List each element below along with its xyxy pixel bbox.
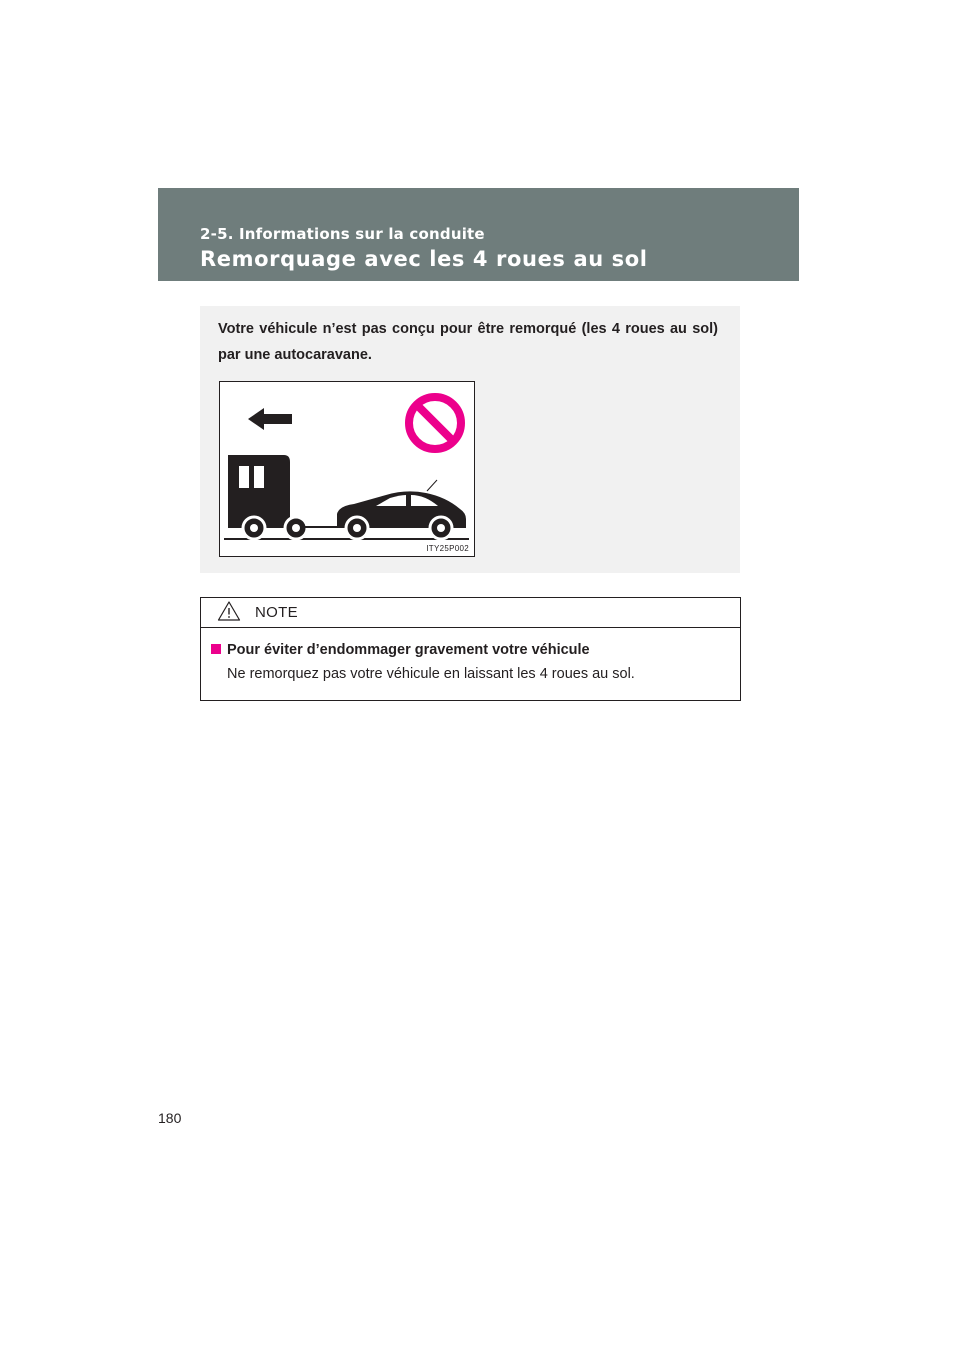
note-box (200, 597, 741, 701)
square-bullet-icon (211, 644, 221, 654)
car-shape (337, 480, 466, 539)
note-heading-row (211, 641, 590, 659)
left-arrow-icon (248, 408, 292, 430)
intro-box (200, 306, 740, 573)
note-body: Ne remorquez pas votre véhicule en laissant les 4 roues au sol. (227, 666, 635, 682)
note-header (201, 598, 740, 628)
intro-text: Votre véhicule n’est pas conçu pour être remorqué (les 4 roues au sol) par une autocaravane. (218, 321, 718, 363)
page-number: 180 (158, 1110, 182, 1126)
note-label: NOTE (255, 604, 298, 621)
towing-illustration-drawing (220, 382, 474, 556)
prohibition-icon (409, 397, 461, 449)
figure-code: ITY25P002 (426, 544, 469, 553)
section-label: 2-5. Informations sur la conduite (200, 225, 485, 243)
page-title: Remorquage avec les 4 roues au sol (200, 247, 648, 271)
warning-triangle-icon (217, 600, 241, 622)
towing-illustration (219, 381, 475, 557)
note-heading: Pour éviter d’endommager gravement votre véhicule (227, 642, 590, 658)
motorhome-shape (228, 455, 307, 539)
header-band (158, 188, 799, 281)
